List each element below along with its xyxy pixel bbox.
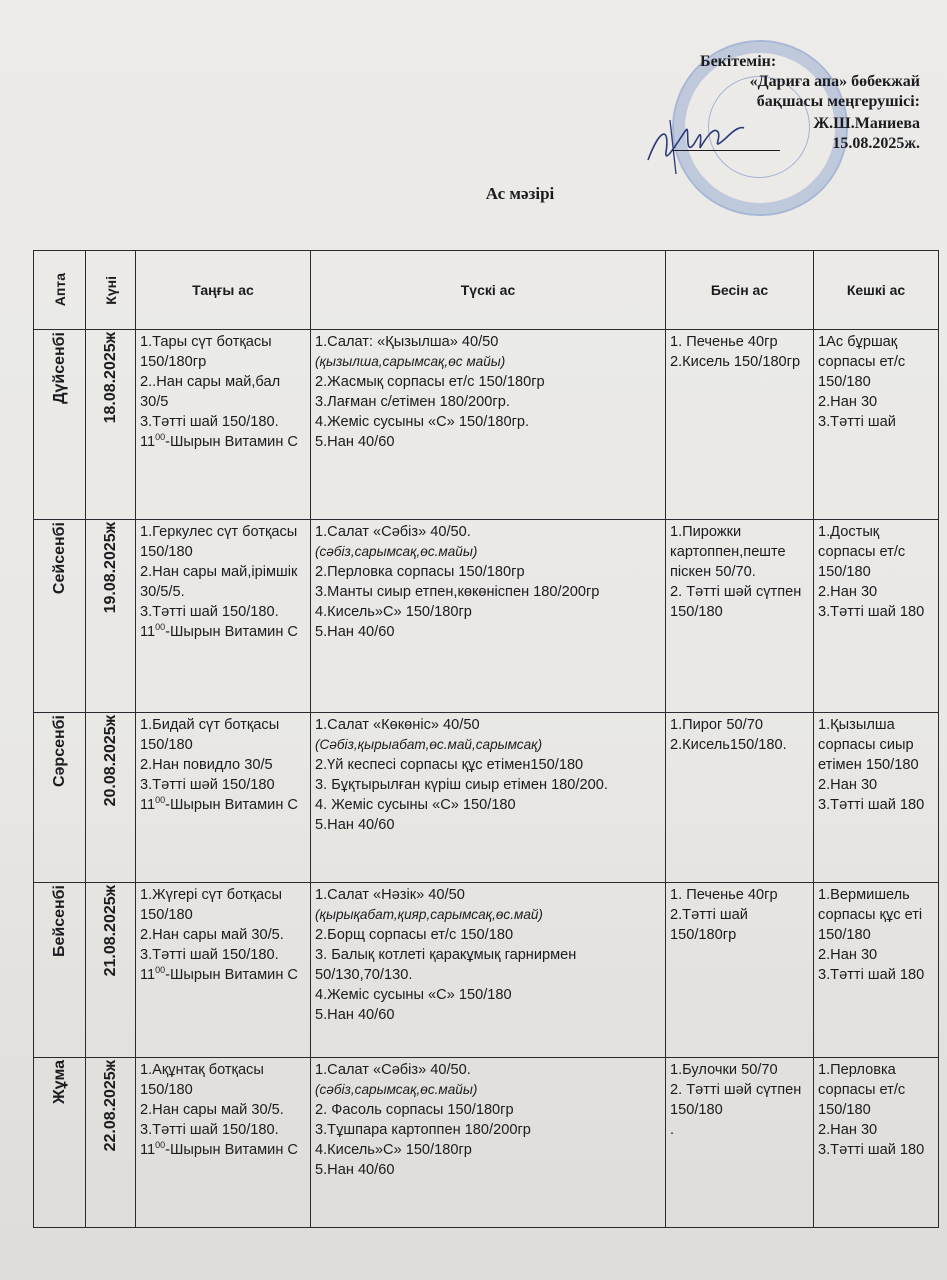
lunch-item: 1.Салат «Көкөніс» 40/50 [315, 717, 480, 733]
snack-item: 2. Тәтті шәй сүтпен 150/180 [670, 1082, 802, 1118]
lunch-item: 4.Кисель»С» 150/180гр [315, 604, 472, 620]
approval-date: 15.08.2025ж. [832, 135, 920, 152]
breakfast-item: 1.Бидай сүт ботқасы 150/180 [140, 717, 280, 753]
lunch-item: 5.Нан 40/60 [315, 817, 395, 833]
dinner-item: 2.Нан 30 [818, 1122, 878, 1138]
lunch-item: (Сәбіз,қырыабат,өс.май,сарымсақ) [315, 737, 543, 752]
document-title: Ас мәзірі [485, 184, 555, 203]
breakfast-item [140, 795, 306, 815]
breakfast-item: 1.Ақұнтақ ботқасы 150/180 [140, 1062, 264, 1098]
snack-time-minutes: 00 [155, 432, 166, 443]
lunch-item: (сәбіз,сарымсақ,өс.майы) [315, 544, 478, 559]
dinner-item: 2.Нан 30 [818, 394, 878, 410]
menu-table [33, 250, 939, 1228]
lunch-item: 2. Фасоль сорпасы 150/180гр [315, 1102, 514, 1118]
lunch-item: 5.Нан 40/60 [315, 434, 395, 450]
lunch-item: 3.Манты сиыр етпен,көкөніспен 180/200гр [315, 584, 600, 600]
menu-row [34, 883, 939, 1058]
dinner-cell [814, 520, 939, 713]
snack-time-minutes: 00 [155, 795, 166, 806]
snack-cell [666, 713, 814, 883]
snack-item: 2.Тәтті шай 150/180гр [670, 907, 748, 943]
header-row [34, 251, 939, 330]
breakfast-item: 3.Тәтті шай 150/180. [140, 947, 279, 963]
breakfast-item: 2.Нан сары май 30/5. [140, 927, 284, 943]
snack-time-hour: 11 [140, 434, 156, 450]
snack-time-hour: 11 [140, 1142, 156, 1158]
snack-item: 1.Булочки 50/70 [670, 1062, 778, 1078]
dinner-item: 1.Перловка сорпасы ет/с 150/180 [818, 1062, 906, 1118]
lunch-item: 4.Кисель»С» 150/180гр [315, 1142, 472, 1158]
header-snack: Бесін ас [666, 251, 814, 330]
snack-item: 1.Пирожки картоппен,пеште піскен 50/70. [670, 524, 786, 580]
weekday-cell: Жұма [34, 1058, 86, 1228]
lunch-item: 5.Нан 40/60 [315, 1162, 395, 1178]
snack-item: 2.Кисель 150/180гр [670, 354, 801, 370]
dinner-item: 1.Вермишель сорпасы құс еті 150/180 [818, 887, 923, 943]
dinner-item: 3.Тәтті шай 180 [818, 797, 925, 813]
juice-vitamin-item: -Шырын Витамин С [165, 624, 298, 640]
breakfast-item [140, 432, 306, 452]
snack-cell [666, 1058, 814, 1228]
lunch-item: (қырықабат,қияр,сарымсақ,өс.май) [315, 907, 543, 922]
header-lunch: Түскі ас [311, 251, 666, 330]
date-cell: 19.08.2025ж [86, 520, 136, 713]
lunch-cell [311, 520, 666, 713]
breakfast-item: 3.Тәтті шәй 150/180 [140, 777, 275, 793]
lunch-item: 5.Нан 40/60 [315, 1007, 395, 1023]
snack-time-minutes: 00 [155, 622, 166, 633]
lunch-item: 3.Лағман с/етімен 180/200гр. [315, 394, 510, 410]
breakfast-cell [136, 520, 311, 713]
juice-vitamin-item: -Шырын Витамин С [165, 797, 298, 813]
juice-vitamin-item: -Шырын Витамин С [165, 967, 298, 983]
lunch-cell [311, 713, 666, 883]
date-cell: 18.08.2025ж [86, 330, 136, 520]
dinner-item: 3.Тәтті шай 180 [818, 967, 925, 983]
breakfast-item [140, 622, 306, 642]
dinner-item: 3.Тәтті шай 180 [818, 604, 925, 620]
dinner-cell [814, 1058, 939, 1228]
lunch-item: 3.Тұшпара картоппен 180/200гр [315, 1122, 531, 1138]
date-cell: 20.08.2025ж [86, 713, 136, 883]
lunch-item: 5.Нан 40/60 [315, 624, 395, 640]
dinner-cell [814, 713, 939, 883]
weekday-cell: Бейсенбі [34, 883, 86, 1058]
date-cell: 21.08.2025ж [86, 883, 136, 1058]
breakfast-item: 2.Нан повидло 30/5 [140, 757, 273, 773]
lunch-item: 1.Салат: «Қызылша» 40/50 [315, 334, 499, 350]
weekday-cell: Сәрсенбі [34, 713, 86, 883]
lunch-item: 2.Жасмық сорпасы ет/с 150/180гр [315, 374, 545, 390]
dinner-item: 3.Тәтті шай [818, 414, 896, 430]
snack-item: 2.Кисель150/180. [670, 737, 787, 753]
lunch-item: (қызылша,сарымсақ,өс майы) [315, 354, 506, 369]
header-week: Апта [34, 251, 86, 330]
snack-time-hour: 11 [140, 624, 156, 640]
dinner-item: 2.Нан 30 [818, 584, 878, 600]
snack-time-hour: 11 [140, 967, 156, 983]
lunch-item: 1.Салат «Нәзік» 40/50 [315, 887, 465, 903]
approval-heading: Бекітемін: [700, 53, 777, 70]
date-cell: 22.08.2025ж [86, 1058, 136, 1228]
breakfast-item: 3.Тәтті шай 150/180. [140, 604, 279, 620]
approval-organization: «Дариға апа» бөбекжай [749, 73, 920, 90]
breakfast-cell [136, 1058, 311, 1228]
snack-item: 1.Пирог 50/70 [670, 717, 763, 733]
snack-item: . [670, 1122, 675, 1138]
lunch-item: (сәбіз,сарымсақ,өс.майы) [315, 1082, 478, 1097]
lunch-item: 2.Үй кеспесі сорпасы құс етімен150/180 [315, 757, 584, 773]
juice-vitamin-item: -Шырын Витамин С [165, 1142, 298, 1158]
lunch-cell [311, 883, 666, 1058]
snack-item: 1. Печенье 40гр [670, 887, 778, 903]
lunch-item: 1.Салат «Сәбіз» 40/50. [315, 524, 471, 540]
dinner-cell [814, 883, 939, 1058]
breakfast-item [140, 965, 306, 985]
breakfast-item: 2..Нан сары май,бал 30/5 [140, 374, 281, 410]
lunch-item: 4. Жеміс сусыны «С» 150/180 [315, 797, 516, 813]
snack-time-hour: 11 [140, 797, 156, 813]
snack-item: 1. Печенье 40гр [670, 334, 778, 350]
dinner-item: 2.Нан 30 [818, 947, 878, 963]
snack-cell [666, 883, 814, 1058]
snack-cell [666, 520, 814, 713]
breakfast-item: 3.Тәтті шай 150/180. [140, 1122, 279, 1138]
menu-body [34, 330, 939, 1228]
dinner-item: 1Ас бұршақ сорпасы ет/с 150/180 [818, 334, 906, 390]
dinner-item: 3.Тәтті шай 180 [818, 1142, 925, 1158]
lunch-cell [311, 1058, 666, 1228]
snack-time-minutes: 00 [155, 1140, 166, 1151]
lunch-cell [311, 330, 666, 520]
juice-vitamin-item: -Шырын Витамин С [165, 434, 298, 450]
breakfast-item: 1.Жүгері сүт ботқасы 150/180 [140, 887, 282, 923]
breakfast-item: 2.Нан сары май,ірімшік 30/5/5. [140, 564, 298, 600]
dinner-item: 1.Қызылша сорпасы сиыр етімен 150/180 [818, 717, 919, 773]
breakfast-item: 2.Нан сары май 30/5. [140, 1102, 284, 1118]
weekday-cell: Дүйсенбі [34, 330, 86, 520]
breakfast-item: 1.Геркулес сүт ботқасы 150/180 [140, 524, 298, 560]
lunch-item: 2.Перловка сорпасы 150/180гр [315, 564, 525, 580]
snack-time-minutes: 00 [155, 965, 166, 976]
header-dinner: Кешкі ас [814, 251, 939, 330]
header-breakfast: Таңғы ас [136, 251, 311, 330]
weekday-cell: Сейсенбі [34, 520, 86, 713]
lunch-item: 3. Балық котлеті қаракұмық гарнирмен 50/130,70/130. [315, 947, 577, 983]
menu-row [34, 713, 939, 883]
breakfast-cell [136, 713, 311, 883]
breakfast-item: 1.Тары сүт ботқасы 150/180гр [140, 334, 272, 370]
approval-name: Ж.Ш.Маниева [813, 115, 920, 132]
dinner-cell [814, 330, 939, 520]
lunch-item: 2.Борщ сорпасы ет/с 150/180 [315, 927, 514, 943]
breakfast-cell [136, 330, 311, 520]
header-day: Күні [86, 251, 136, 330]
breakfast-cell [136, 883, 311, 1058]
menu-row [34, 520, 939, 713]
menu-row [34, 330, 939, 520]
approval-block [700, 52, 920, 154]
snack-item: 2. Тәтті шәй сүтпен 150/180 [670, 584, 802, 620]
signature-line [672, 150, 780, 151]
approval-position: бақшасы меңгерушісі: [756, 93, 920, 110]
dinner-item: 1.Достық сорпасы ет/с 150/180 [818, 524, 906, 580]
snack-cell [666, 330, 814, 520]
breakfast-item [140, 1140, 306, 1160]
menu-row [34, 1058, 939, 1228]
lunch-item: 3. Бұқтырылған күріш сиыр етімен 180/200. [315, 777, 608, 793]
lunch-item: 4.Жеміс сусыны «С» 150/180гр. [315, 414, 530, 430]
lunch-item: 1.Салат «Сәбіз» 40/50. [315, 1062, 471, 1078]
breakfast-item: 3.Тәтті шай 150/180. [140, 414, 279, 430]
lunch-item: 4.Жеміс сусыны «С» 150/180 [315, 987, 512, 1003]
dinner-item: 2.Нан 30 [818, 777, 878, 793]
